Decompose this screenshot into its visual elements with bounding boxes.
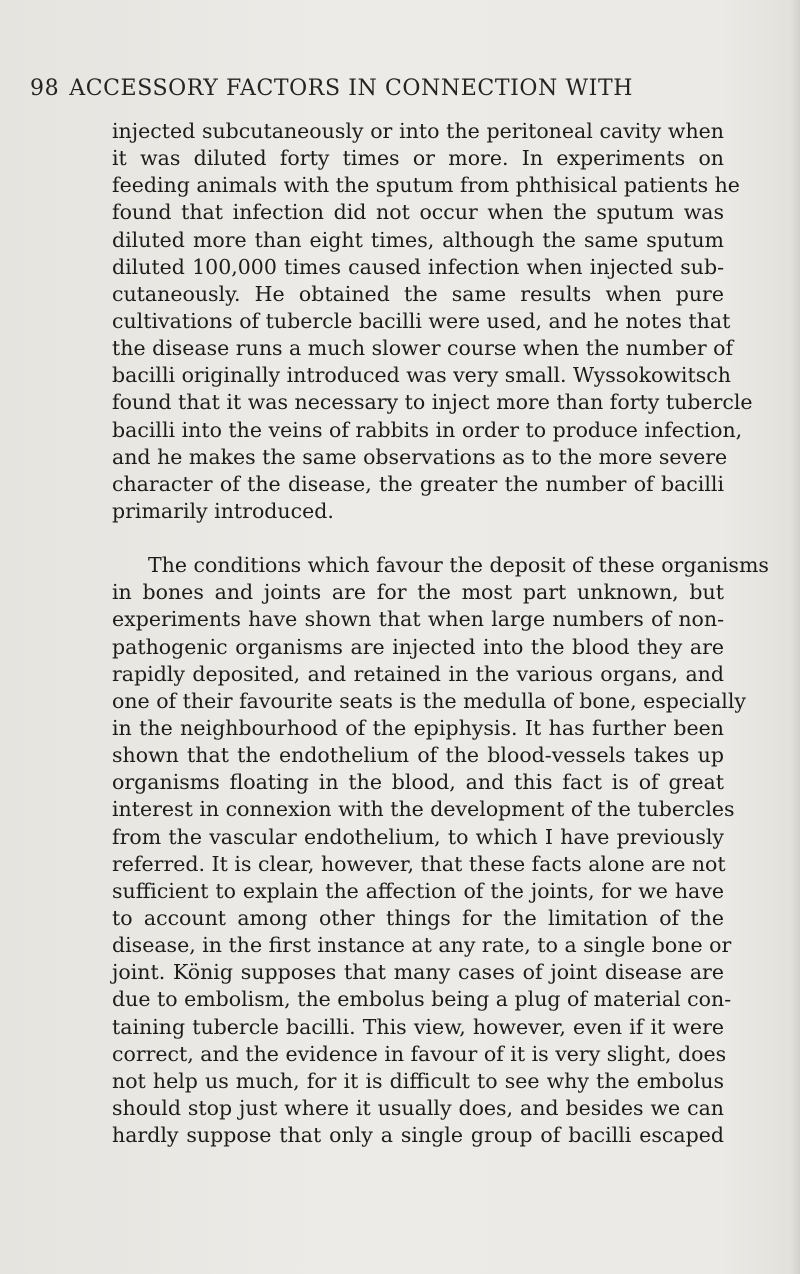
text-line: from the vascular endothelium, to which I have previously	[112, 824, 724, 849]
text-line: taining tubercle bacilli. This view, however, even if it were	[112, 1014, 724, 1039]
paragraph-gap	[112, 525, 792, 552]
text-line: should stop just where it usually does, and besides we can	[112, 1095, 724, 1120]
text-line: cultivations of tubercle bacilli were used, and he notes that	[112, 308, 731, 333]
text-line: experiments have shown that when large numbers of non-	[112, 607, 724, 632]
text-line: in the neighbourhood of the epiphysis. It has further been	[112, 715, 724, 740]
text-line: referred. It is clear, however, that these facts alone are not	[112, 851, 726, 876]
text-line: organisms floating in the blood, and this fact is of great	[112, 770, 724, 795]
text-line: disease, in the first instance at any rate, to a single bone or	[112, 933, 732, 958]
text-line: to account among other things for the limitation of the	[112, 905, 724, 930]
text-line: bacilli originally introduced was very small. Wyssokowitsch	[112, 363, 731, 388]
text-line: diluted 100,000 times caused infection when injected sub-	[112, 254, 724, 279]
text-line: feeding animals with the sputum from phthisical patients he	[112, 173, 740, 198]
text-line: shown that the endothelium of the blood-vessels takes up	[112, 743, 724, 768]
running-head	[30, 76, 750, 101]
text-line: sufficient to explain the affection of the joints, for we have	[112, 878, 724, 903]
text-line: character of the disease, the greater the number of bacilli	[112, 471, 724, 496]
text-line: it was diluted forty times or more. In experiments on	[112, 146, 724, 171]
text-line: not help us much, for it is difficult to see why the embolus	[112, 1068, 724, 1093]
text-line: injected subcutaneously or into the peritoneal cavity when	[112, 119, 724, 143]
text-line: found that it was necessary to inject more than forty tubercle	[112, 390, 753, 415]
paragraph	[112, 552, 792, 1149]
text-line: cutaneously. He obtained the same results when pure	[112, 281, 724, 306]
paragraph	[112, 118, 792, 525]
text-line: The conditions which favour the deposit of these organisms	[148, 553, 769, 578]
text-line: pathogenic organisms are injected into the blood they are	[112, 634, 724, 659]
text-line: due to embolism, the embolus being a plug of material con-	[112, 987, 732, 1012]
text-line: bacilli into the veins of rabbits in order to produce infection,	[112, 417, 743, 442]
text-line: primarily introduced.	[112, 498, 334, 523]
text-line: joint. König supposes that many cases of joint disease are	[112, 960, 724, 985]
text-line: correct, and the evidence in favour of it is very slight, does	[112, 1041, 727, 1066]
text-line: one of their favourite seats is the medulla of bone, especially	[112, 688, 746, 713]
text-line: in bones and joints are for the most part unknown, but	[112, 580, 724, 605]
text-line: rapidly deposited, and retained in the various organs, and	[112, 661, 724, 686]
text-line: interest in connexion with the development of the tubercles	[112, 797, 735, 822]
running-head-title: ACCESSORY FACTORS IN CONNECTION WITH	[69, 76, 634, 101]
text-line: diluted more than eight times, although the same sputum	[112, 227, 724, 252]
text-line: and he makes the same observations as to the more severe	[112, 444, 728, 469]
text-line: hardly suppose that only a single group of bacilli escaped	[112, 1123, 724, 1148]
page-number: 98	[30, 76, 60, 101]
text-line: the disease runs a much slower course when the number of	[112, 336, 734, 361]
text-line: found that infection did not occur when the sputum was	[112, 200, 724, 225]
body-text	[112, 118, 792, 1149]
